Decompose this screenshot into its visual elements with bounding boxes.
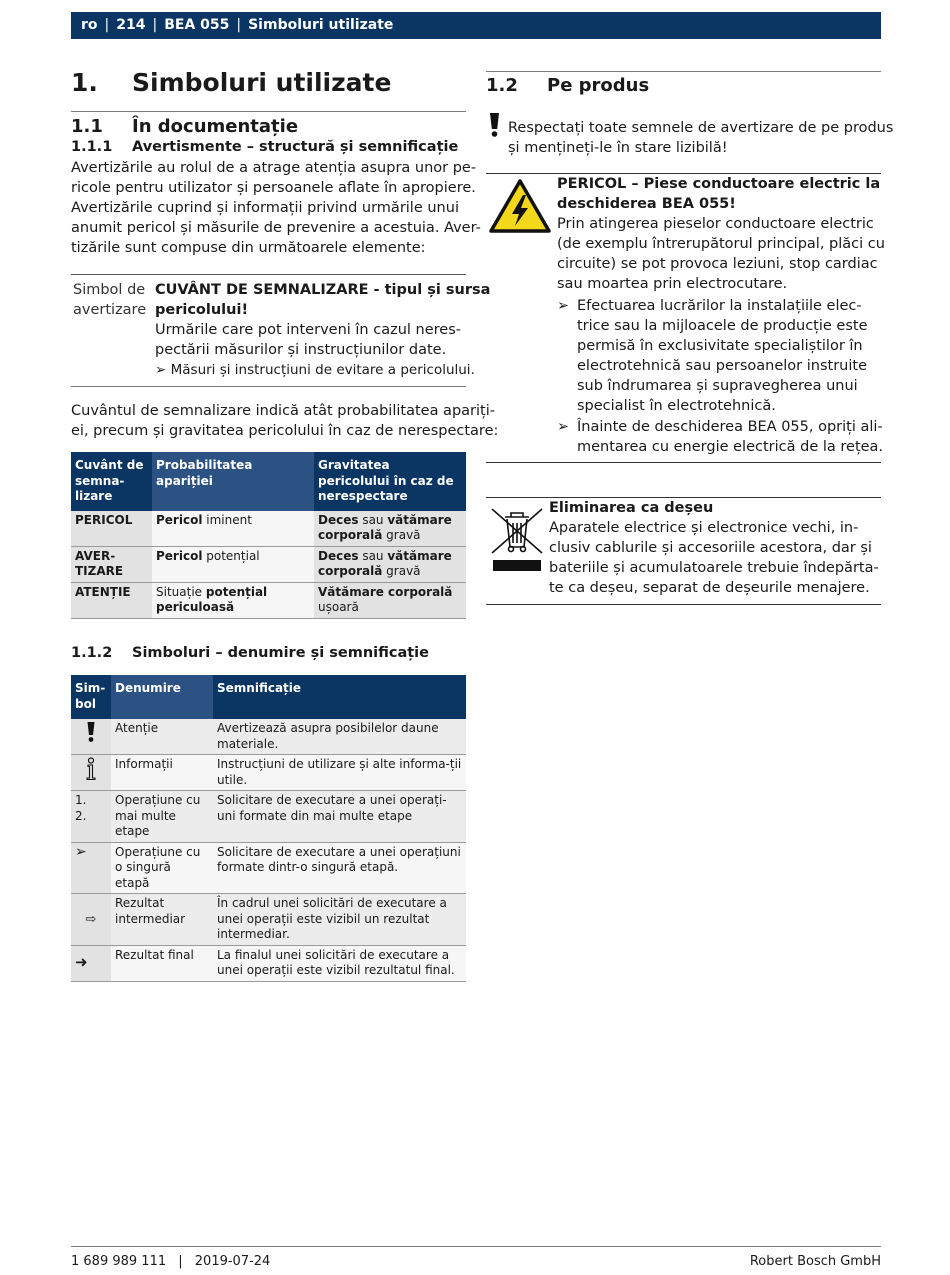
divider [71, 386, 466, 387]
arrowhead-icon: ➢ [557, 298, 570, 314]
signal-word-table [71, 452, 466, 619]
header-title: Simboluri utilizate [248, 17, 394, 33]
table-row: Atenție Avertizează asupra posibilelor daune materiale. [71, 719, 466, 755]
exclamation-icon [86, 721, 96, 743]
signal-word-paragraph: Cuvântul de semnalizare indică atât probabilitatea apariți- ei, precum și gravitatea pericolului în caz de nerespectare: [71, 403, 499, 439]
numbered-steps-icon: 1. 2. [71, 791, 111, 843]
col-header: Gravitatea pericolului în caz de nerespectare [314, 452, 466, 511]
exclamation-icon [489, 112, 500, 138]
footer-left: 1 689 989 111 | 2019-07-24 [71, 1254, 271, 1269]
arrowhead-icon: ➢ [71, 842, 111, 894]
divider [71, 274, 466, 275]
section-1-1-heading: 1.1 În documentație [71, 116, 299, 137]
divider [71, 111, 466, 112]
header-model: BEA 055 [164, 17, 230, 33]
danger-step-2: Înainte de deschiderea BEA 055, opriți ali- mentarea cu energie electrică de la rețea. [577, 419, 884, 455]
outline-arrow-icon: ⇨ [71, 894, 111, 946]
header-page: 214 [116, 17, 146, 33]
warning-structure-text: CUVÂNT DE SEMNALIZARE - tipul și sursa pericolului! Urmările care pot interveni în cazul neres- pectării măsurilor și instrucțiunilor date. ➢ Măsuri și instrucțiuni de evitare a pericolului. [155, 282, 491, 378]
footer-divider [71, 1246, 881, 1247]
col-header: Denumire [111, 675, 213, 719]
table-row: ➜ Rezultat final La finalul unei solicitări de executare a unei operații este vizibil rezultatul final. [71, 945, 466, 981]
header-bar: ro | 214 | BEA 055 | Simboluri utilizate [71, 12, 881, 39]
symbol-table [71, 675, 466, 982]
table-row: Informații Instrucțiuni de utilizare și alte informa-ții utile. [71, 755, 466, 791]
product-note: Respectați toate semnele de avertizare de pe produs și mențineți-le în stare lizibilă! [508, 120, 894, 156]
crossed-bin-icon [489, 503, 545, 573]
info-icon [85, 757, 97, 781]
danger-warning: PERICOL – Piese conductoare electric la deschiderea BEA 055! Prin atingerea pieselor conductoare electric (de exemplu întrerupătorul principal, plăci cu circuite) se pot provoca leziuni, stop cardiac sau moartea prin electrocutare. [557, 176, 885, 292]
table-row: AVER-TIZARE Pericol potențial Deces sau vătămare corporală gravă [71, 546, 466, 582]
table-row: PERICOL Pericol iminent Deces sau vătămare corporală gravă [71, 511, 466, 547]
col-header: Semnificație [213, 675, 466, 719]
table-row: ATENȚIE Situație potențial periculoasă Vătămare corporală ușoară [71, 582, 466, 618]
document-date: 2019-07-24 [194, 1254, 271, 1269]
danger-step-1: Efectuarea lucrărilor la instalațiile elec- trice sau la mijloacele de producție este permisă în exclusivitate specialiștilor în electrotehnică sau persoanelor instruite sub îndrumarea și supravegherea unui specialist în electrotehnică. [577, 298, 868, 414]
company-name: Robert Bosch GmbH [749, 1254, 881, 1269]
table-row: ⇨ Rezultat intermediar În cadrul unei solicitări de executare a unei operații este vizibil un rezultat intermediar. [71, 894, 466, 946]
header-lang: ro [81, 17, 98, 33]
section-1-1-2-heading: 1.1.2 Simboluri – denumire și semnificație [71, 645, 429, 661]
disposal-notice: Eliminarea ca deșeu Aparatele electrice și electronice vechi, in- clusiv cablurile și accesoriile acestora, dar și bateriile și acumulatoarele trebuie îndepărta- te ca deșeu, separat de deșeurile menajere. [549, 500, 879, 596]
table-row: ➢ Operațiune cu o singură etapă Solicitare de executare a unei operațiuni formate dintr-o singură etapă. [71, 842, 466, 894]
col-header: Cuvânt de semna-lizare [71, 452, 152, 511]
col-header: Probabilitatea apariției [152, 452, 314, 511]
section-1-1-1-heading: 1.1.1 Avertismente – structură și semnificație [71, 139, 459, 155]
intro-paragraph: Avertizările au rolul de a atrage atenția asupra unor pe- ricole pentru utilizator și persoanele aflate în apropiere. Avertizările cuprind și informații privind urmările unui anumit pericol și măsurile de prevenire a acestuia. Aver- tizările sunt compuse din următoarele elemente: [71, 160, 481, 256]
document-number: 1 689 989 111 [71, 1254, 167, 1269]
section-1-2-heading: 1.2 Pe produs [486, 75, 650, 96]
solid-arrow-icon: ➜ [71, 945, 111, 981]
chapter-title: 1. Simboluri utilizate [71, 68, 392, 97]
high-voltage-warning-icon [488, 178, 552, 234]
divider [486, 604, 881, 605]
arrowhead-icon: ➢ [557, 419, 570, 435]
arrowhead-icon: ➢ [155, 362, 167, 378]
col-header: Sim-bol [71, 675, 111, 719]
divider [486, 71, 881, 72]
divider [486, 462, 881, 463]
warning-symbol-label: Simbol de avertizare [73, 282, 147, 318]
table-row: 1. 2. Operațiune cu mai multe etape Solicitare de executare a unei operați-uni formate din mai multe etape [71, 791, 466, 843]
